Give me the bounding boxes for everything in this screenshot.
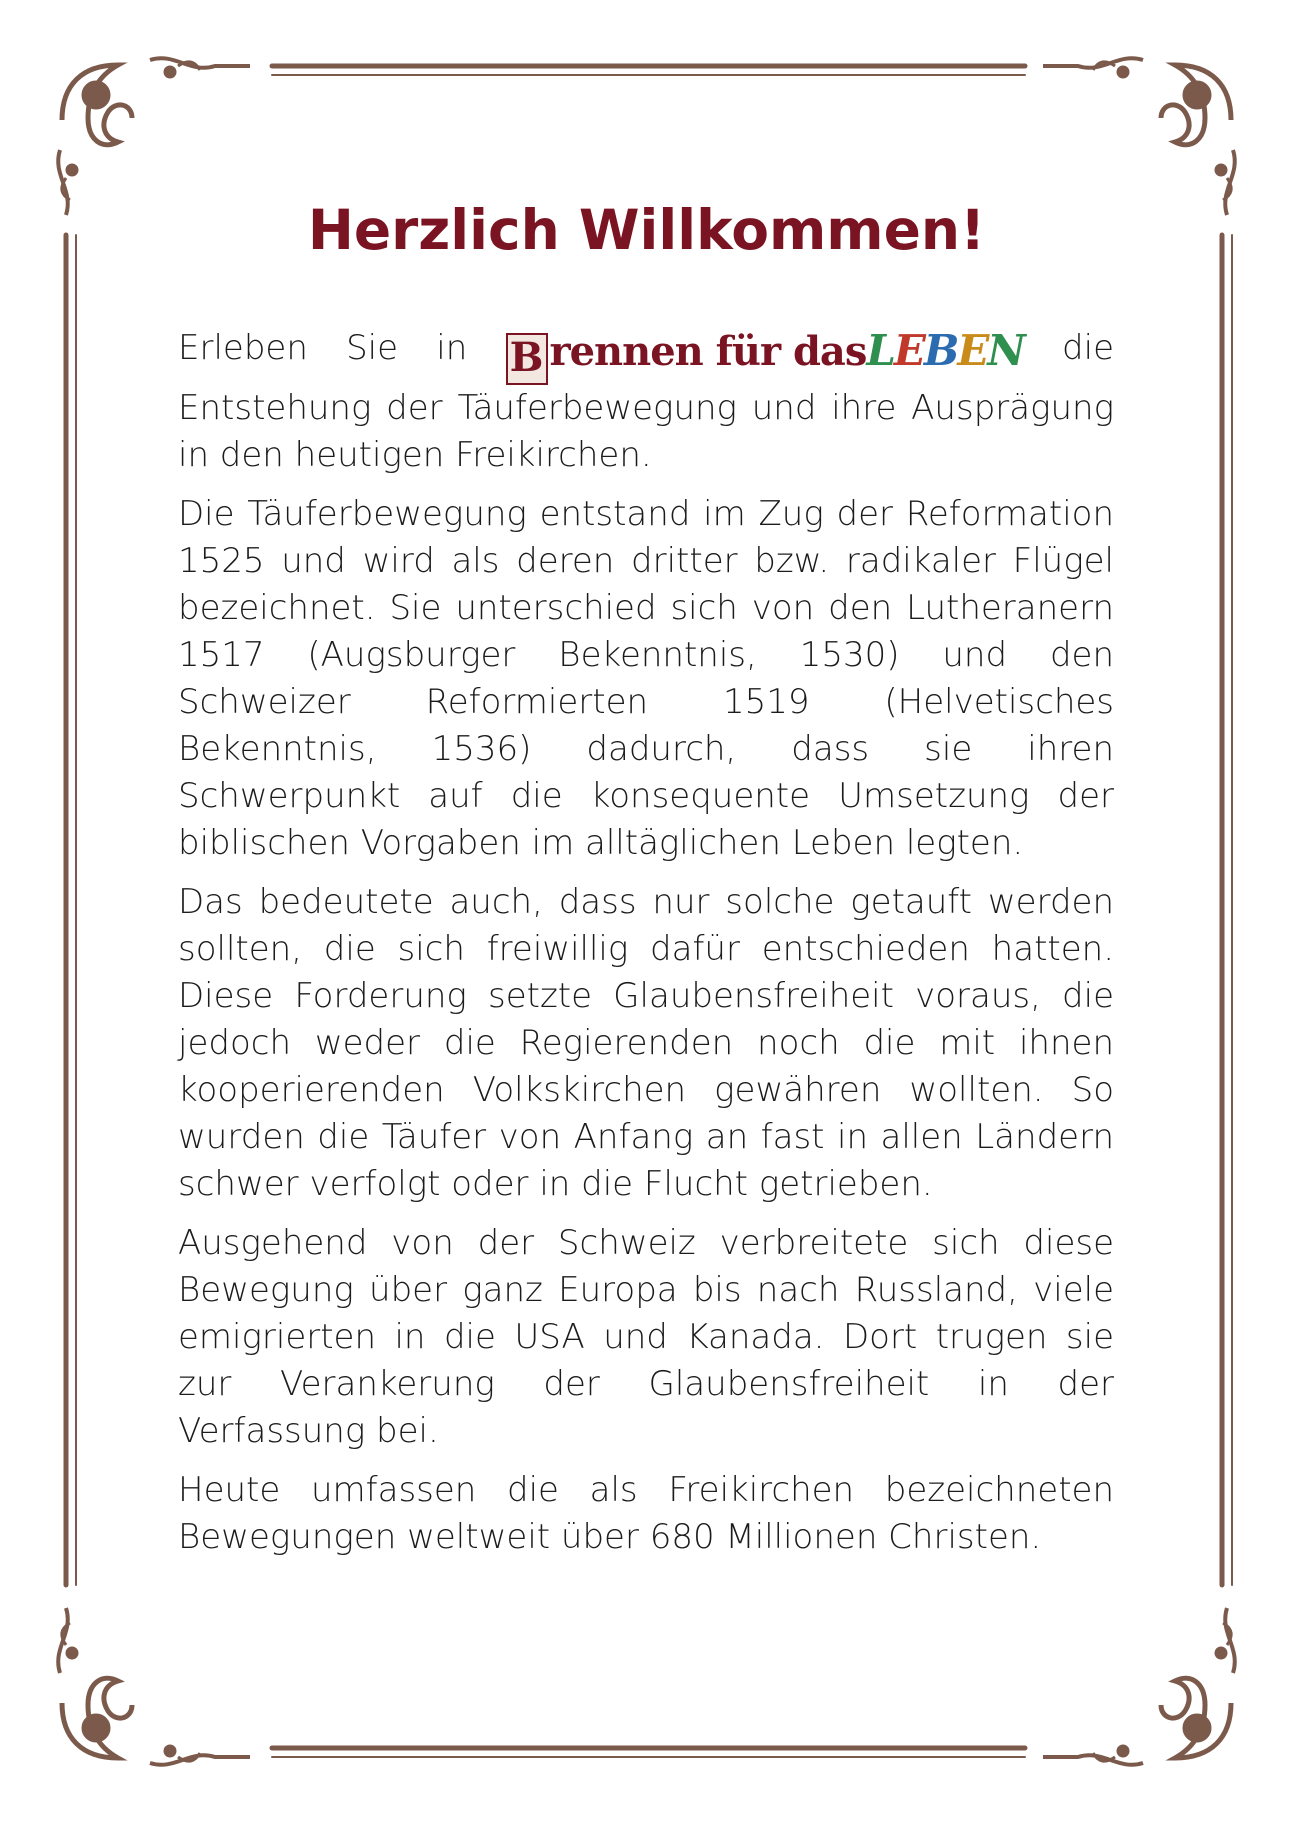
logo-text: rennen für das (549, 328, 867, 375)
logo-initial: B (506, 333, 548, 385)
corner-ornament-top-right (1043, 58, 1235, 215)
corner-ornament-bottom-right (1043, 1608, 1235, 1765)
intro-after: die Entstehung der Täuferbewegung und ihre Ausprägung in den heutigen Freikirchen. (178, 328, 1114, 475)
paragraph: Ausgehend von der Schweiz verbreitete sich diese Bewegung über ganz Europa bis nach Russland, viele emigrierten in die USA und Kanada. Dort trugen sie zur Verankerung der Glaubensfreiheit in der Verfassung bei. (178, 1223, 1114, 1451)
brennen-fuer-das-leben-logo (506, 327, 1024, 385)
intro-paragraph (178, 325, 1114, 479)
corner-ornament-bottom-left (58, 1608, 250, 1765)
paragraph: Heute umfassen die als Freikirchen bezeichneten Bewegungen weltweit über 680 Millionen Christen. (178, 1470, 1114, 1557)
intro-before: Erleben Sie in (178, 328, 468, 368)
corner-ornament-top-left (58, 58, 250, 215)
logo-deco-word: LEBEN (866, 326, 1024, 375)
page-title: Herzlich Willkommen! (307, 198, 986, 262)
paragraph: Die Täuferbewegung entstand im Zug der Reformation 1525 und wird als deren dritter bzw. radikaler Flügel bezeichnet. Sie unterschied sich von den Lutheranern 1517 (Augsburger Bekenntnis, 1530) und den Schweizer Reformierten 1519 (Helvetisches Bekenntnis, 1536) dadurch, dass sie ihren Schwerpunkt auf die konsequente Umsetzung der biblischen Vorgaben im alltäglichen Leben legten. (178, 494, 1114, 863)
body-text (178, 325, 1114, 1573)
paragraph: Das bedeutete auch, dass nur solche getauft werden sollten, die sich freiwillig dafür entschieden hatten. Diese Forderung setzte Glaubensfreiheit voraus, die jedoch weder die Regierenden noch die mit ihnen kooperierenden Volkskirchen gewähren wollten. So wurden die Täufer von Anfang an fast in allen Ländern schwer verfolgt oder in die Flucht getrieben. (178, 882, 1114, 1204)
